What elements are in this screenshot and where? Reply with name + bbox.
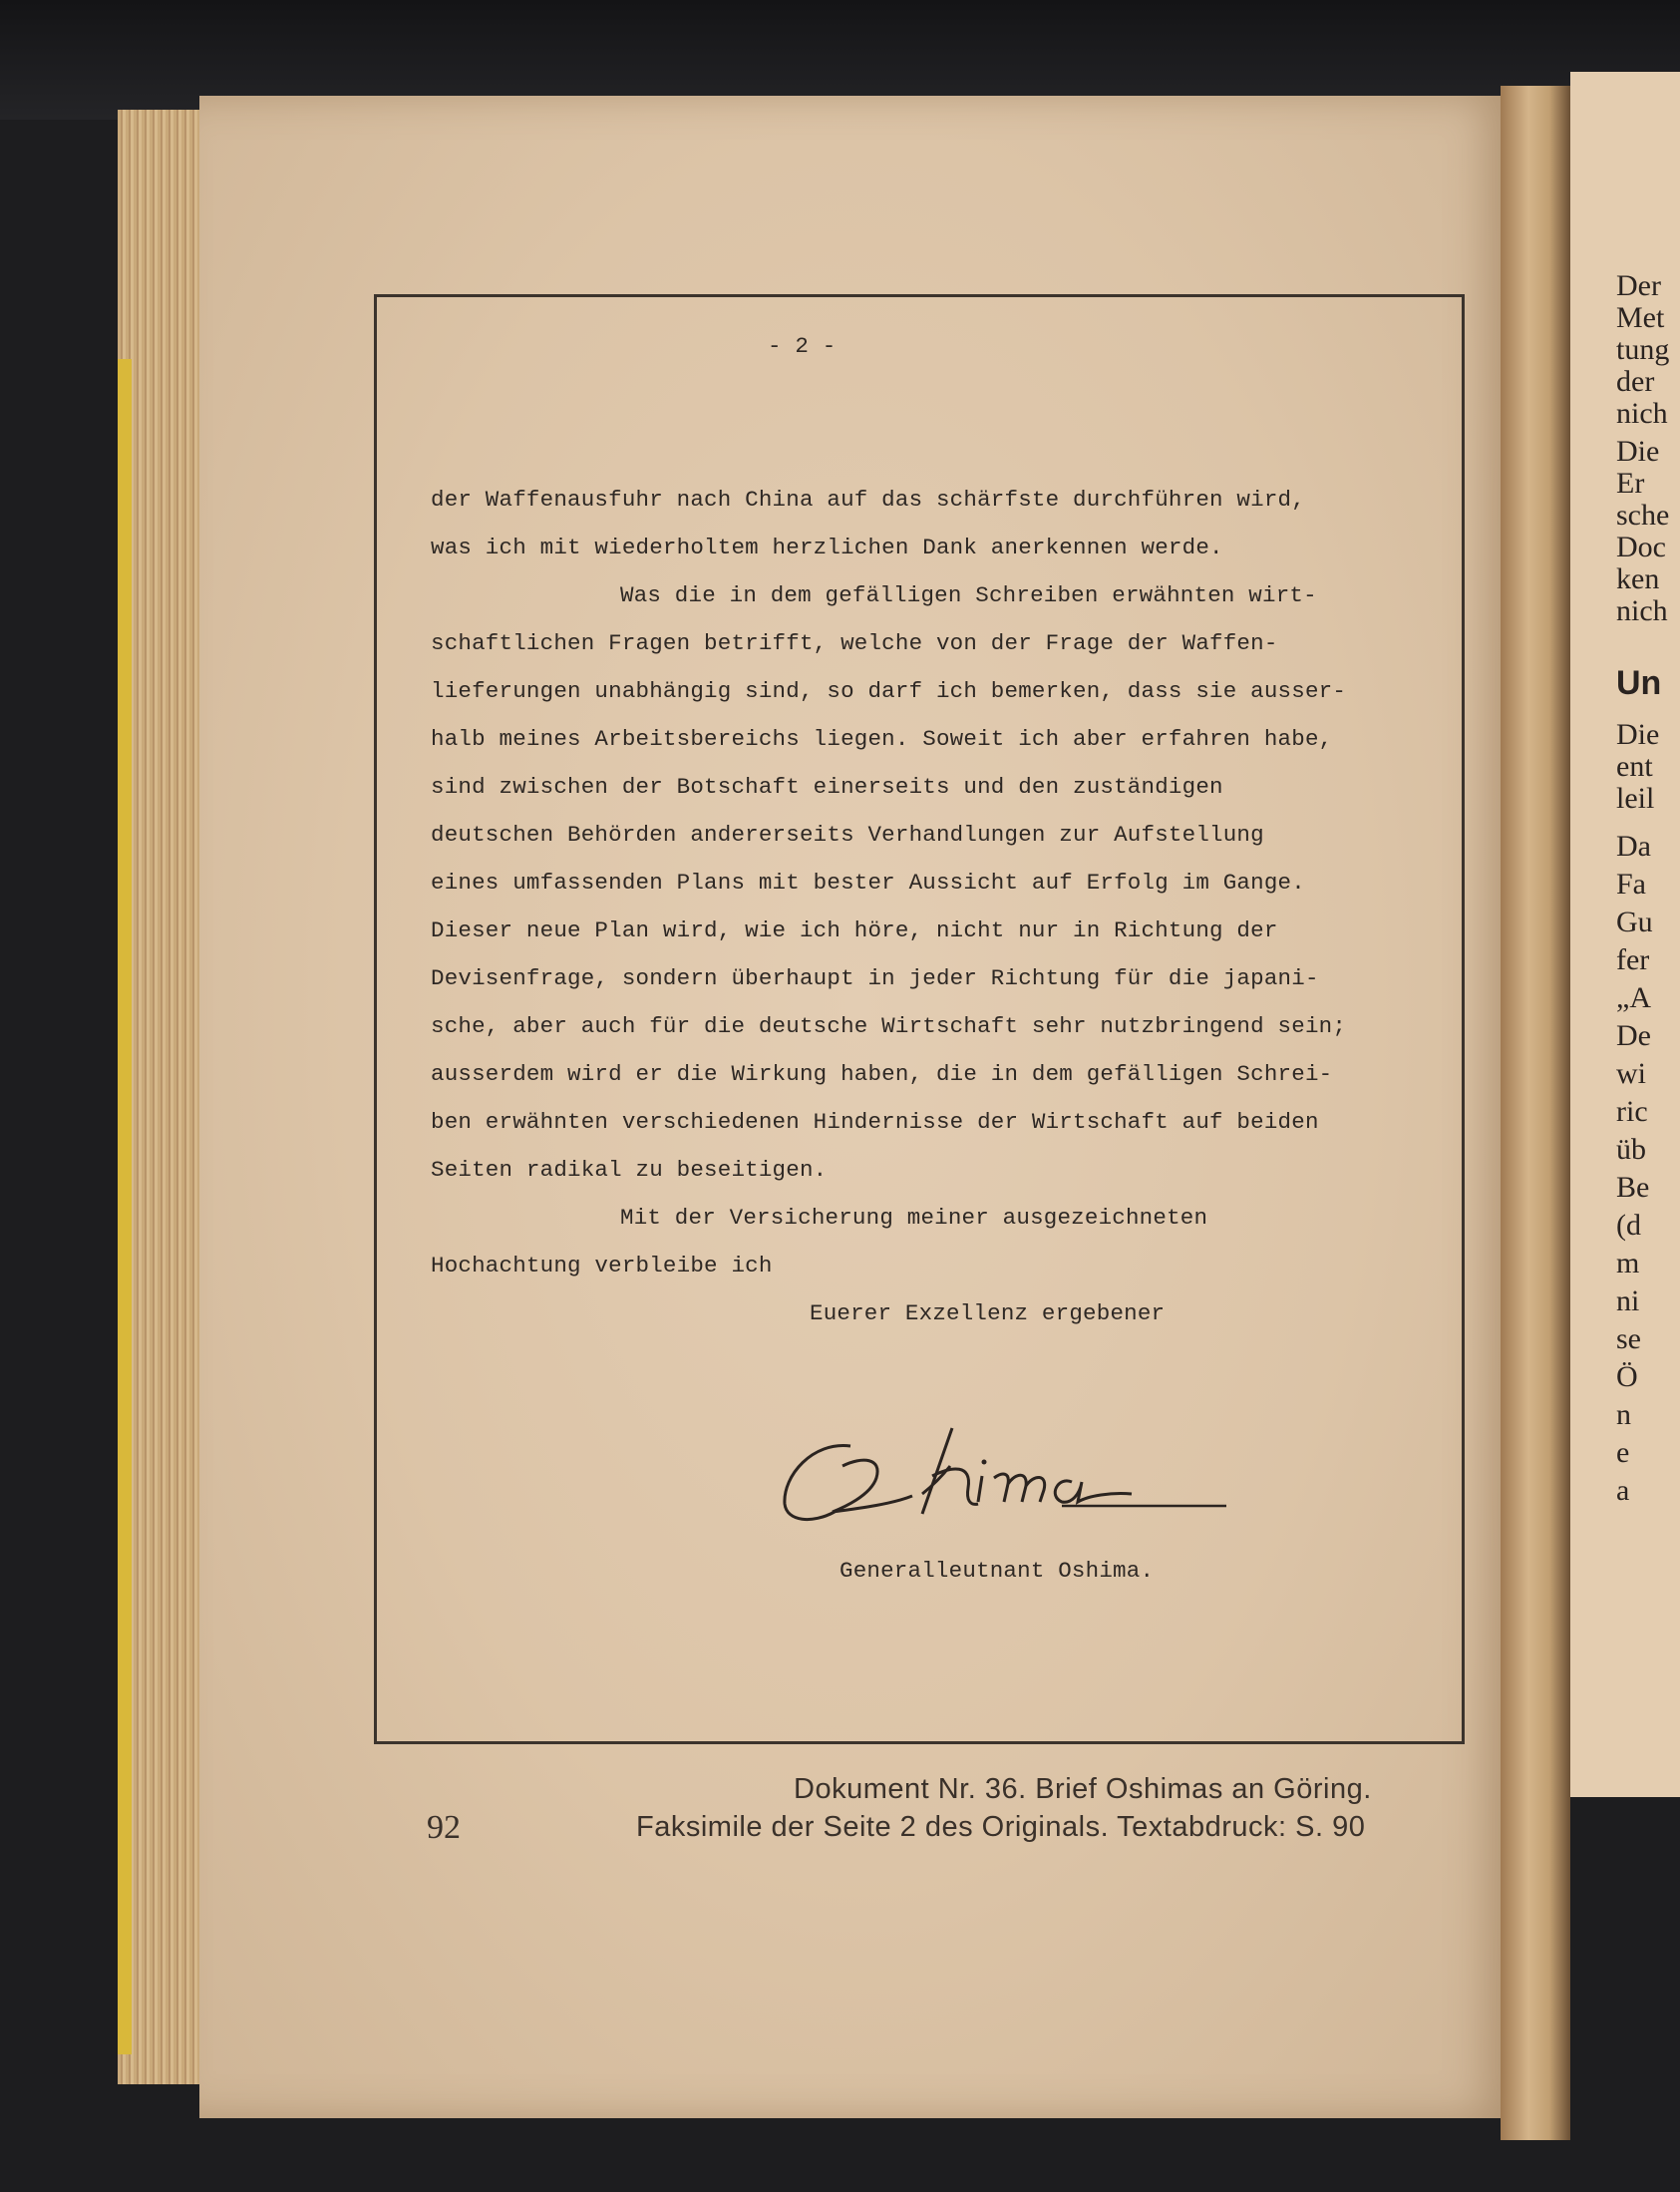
caption-line-2: Faksimile der Seite 2 des Originals. Textabdruck: S. 90: [636, 1811, 1366, 1843]
letter-line: Dieser neue Plan wird, wie ich höre, nicht nur in Richtung der: [431, 917, 1278, 943]
facing-line: Gu: [1616, 906, 1653, 938]
facing-line: ric: [1616, 1095, 1648, 1128]
facing-line: (d: [1616, 1209, 1641, 1242]
closing-line: Euerer Exzellenz ergebener: [810, 1300, 1166, 1326]
facing-line: Be: [1616, 1171, 1650, 1204]
facing-line: nich: [1616, 594, 1668, 627]
facing-line: n: [1616, 1398, 1631, 1431]
letter-line: Seiten radikal zu beseitigen.: [431, 1157, 828, 1183]
letter-line: schaftlichen Fragen betrifft, welche von der Frage der Waffen-: [431, 630, 1278, 656]
book-gutter: [1501, 86, 1570, 2140]
signature-image: [773, 1416, 1231, 1536]
facing-line: Die: [1616, 718, 1660, 751]
letter-line: was ich mit wiederholtem herzlichen Dank anerkennen werde.: [431, 535, 1223, 560]
facing-line: Fa: [1616, 868, 1646, 901]
facing-line: Er: [1616, 467, 1645, 500]
facing-line: tung: [1616, 333, 1670, 366]
facing-line: fer: [1616, 943, 1650, 976]
letter-line: ausserdem wird er die Wirkung haben, die in dem gefälligen Schrei-: [431, 1061, 1333, 1087]
letter-line: Mit der Versicherung meiner ausgezeichneten: [620, 1205, 1208, 1231]
facing-page: [1570, 72, 1680, 1797]
signatory-line: Generalleutnant Oshima.: [840, 1558, 1155, 1584]
facing-line: „A: [1616, 981, 1651, 1014]
facing-line: e: [1616, 1436, 1630, 1469]
facing-heading: Un: [1616, 664, 1662, 702]
facing-line: nich: [1616, 397, 1668, 430]
letter-line: eines umfassenden Plans mit bester Aussicht auf Erfolg im Gange.: [431, 870, 1305, 896]
facing-line: m: [1616, 1247, 1640, 1279]
facing-line: Der: [1616, 269, 1661, 302]
letter-line: Was die in dem gefälligen Schreiben erwähnten wirt-: [620, 582, 1317, 608]
letter-line: der Waffenausfuhr nach China auf das schärfste durchführen wird,: [431, 487, 1305, 513]
facing-line: üb: [1616, 1133, 1646, 1166]
letter-line: Devisenfrage, sondern überhaupt in jeder Richtung für die japani-: [431, 965, 1319, 991]
facing-line: ent: [1616, 750, 1653, 783]
page-number: 92: [427, 1809, 461, 1846]
facing-line: ken: [1616, 562, 1660, 595]
letter-line: sind zwischen der Botschaft einerseits und den zuständigen: [431, 774, 1223, 800]
facing-line: Doc: [1616, 531, 1666, 563]
facing-line: Die: [1616, 435, 1660, 468]
book-cover-edge: [118, 359, 132, 2054]
facing-line: der: [1616, 365, 1655, 398]
facing-line: Ö: [1616, 1360, 1638, 1393]
facing-line: sche: [1616, 499, 1670, 532]
facing-line: ni: [1616, 1284, 1640, 1317]
facing-line: Met: [1616, 301, 1665, 334]
letter-line: ben erwähnten verschiedenen Hindernisse der Wirtschaft auf beiden: [431, 1109, 1319, 1135]
letter-line: deutschen Behörden andererseits Verhandlungen zur Aufstellung: [431, 822, 1264, 848]
facing-line: wi: [1616, 1057, 1646, 1090]
facing-line: De: [1616, 1019, 1651, 1052]
letter-line: lieferungen unabhängig sind, so darf ich bemerken, dass sie ausser-: [431, 678, 1347, 704]
facing-line: se: [1616, 1322, 1641, 1355]
facing-line: a: [1616, 1474, 1630, 1507]
letter-line: halb meines Arbeitsbereichs liegen. Soweit ich aber erfahren habe,: [431, 726, 1333, 752]
facing-line: Da: [1616, 830, 1651, 863]
letter-line: sche, aber auch für die deutsche Wirtschaft sehr nutzbringend sein;: [431, 1013, 1347, 1039]
letter-line: Hochachtung verbleibe ich: [431, 1253, 773, 1279]
caption-line-1: Dokument Nr. 36. Brief Oshimas an Göring.: [794, 1773, 1372, 1805]
page-marker: - 2 -: [768, 333, 837, 359]
facing-line: leil: [1616, 782, 1655, 815]
